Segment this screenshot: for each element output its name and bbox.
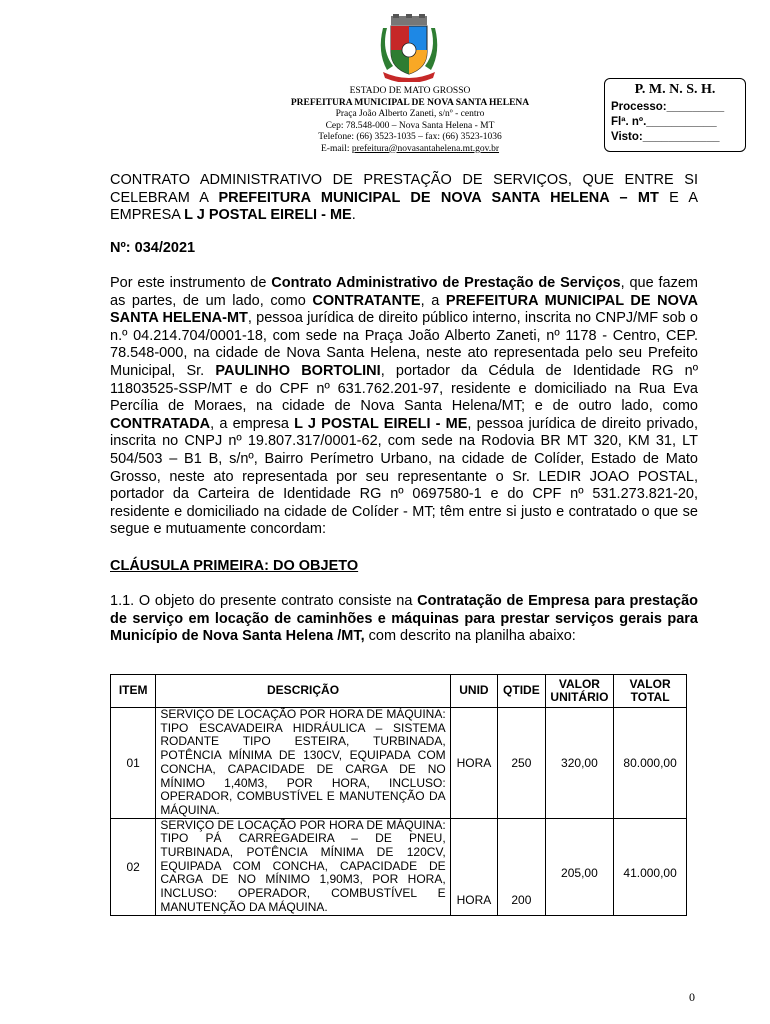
header-description: DESCRIÇÃO	[156, 675, 450, 708]
municipal-coat-of-arms-icon	[377, 14, 441, 82]
header-total-value-2: TOTAL	[630, 690, 670, 704]
header-unit: UNID	[450, 675, 497, 708]
intro-text-2: , que fazem as partes, de um lado, como	[110, 275, 698, 309]
row-quantity: 250	[498, 708, 545, 819]
table-row	[111, 818, 687, 915]
title-company: L J POSTAL EIRELI - ME	[184, 207, 352, 224]
row-total-value: 80.000,00	[614, 708, 687, 819]
stamp-title: P. M. N. S. H.	[634, 82, 716, 97]
row-item: 02	[111, 818, 156, 915]
email-link[interactable]: prefeitura@novasantahelena.mt.gov.br	[351, 143, 500, 154]
prefecture-letterhead	[260, 86, 560, 155]
prefecture-name: PREFEITURA MUNICIPAL DE NOVA SANTA HELENA	[290, 97, 530, 108]
prefecture-address: Praça João Alberto Zaneti, s/nº - centro	[335, 109, 485, 119]
intro-bold-1: Contrato Administrativo de Prestação de Serviços	[271, 275, 621, 291]
intro-text-3: , a	[420, 292, 446, 309]
clause-1-text-2: com descrito na planilha abaixo:	[364, 628, 576, 645]
intro-text-6: , a empresa	[210, 415, 295, 432]
stamp-processo: Processo:_________	[611, 101, 725, 113]
row-unit-value: 320,00	[545, 708, 614, 819]
prefecture-cep: Cep: 78.548-000 – Nova Santa Helena - MT	[325, 120, 495, 131]
row-unit: HORA	[450, 818, 497, 915]
header-quantity: QTIDE	[498, 675, 545, 708]
email-label: E-mail:	[320, 143, 352, 154]
contract-number: Nº: 034/2021	[110, 240, 196, 256]
table-header-row	[111, 675, 687, 708]
title-text: CONTRATO ADMINISTRATIVO DE PRESTAÇÃO DE SERVIÇOS, QUE ENTRE SI CELEBRAM A	[110, 172, 698, 206]
prefecture-phone: Telefone: (66) 3523-1035 – fax: (66) 3523-1036	[318, 132, 502, 142]
intro-bold-4: PAULINHO BORTOLINI	[215, 362, 381, 379]
row-total-value: 41.000,00	[614, 818, 687, 915]
table-row	[111, 708, 687, 819]
contract-title	[110, 172, 698, 225]
intro-bold-6: L J POSTAL EIRELI - ME	[294, 415, 468, 432]
items-table	[110, 674, 687, 916]
title-contractant: PREFEITURA MUNICIPAL DE NOVA SANTA HELENA – MT	[218, 189, 659, 206]
row-item: 01	[111, 708, 156, 819]
intro-text-1: Por este instrumento de	[110, 275, 272, 291]
clause-1-text	[110, 593, 698, 646]
intro-bold-3: PREFEITURA MUNICIPAL DE NOVA SANTA HELENA-MT	[110, 292, 698, 327]
state-name: ESTADO DE MATO GROSSO	[349, 86, 471, 96]
intro-bold-5: CONTRATADA	[110, 415, 211, 432]
row-unit: HORA	[450, 708, 497, 819]
row-description: SERVIÇO DE LOCAÇÃO POR HORA DE MÁQUINA: TIPO ESCAVADEIRA HIDRÁULICA – SISTEMA RODANTE TIPO ESTEIRA, TURBINADA, POTÊNCIA MÍNIMA DE 130CV, EQUIPADA COM CONCHA, CAPACIDADE DE CARGA DE NO MÍNIMO 1,40M3, POR HORA, INCLUSO: OPERADOR, COMBUSTÍVEL E MANUTENÇÃO DA MÁQUINA.	[156, 708, 450, 819]
header-item: ITEM	[111, 675, 156, 708]
header-unit-value	[545, 675, 614, 708]
intro-text-4: , pessoa jurídica de direito público interno, inscrita no CNPJ/MF sob o n.º 04.214.704/0001-18, com sede na Praça João Alberto Zaneti, nº 1178 - Centro, CEP. 78.548-000, na cidade de Nova Santa Helena, neste ato representada pelo seu Prefeito Municipal, Sr.	[110, 310, 698, 379]
intro-paragraph	[110, 275, 698, 539]
intro-bold-2: CONTRATANTE	[312, 292, 421, 309]
row-description: SERVIÇO DE LOCAÇÃO POR HORA DE MÁQUINA: TIPO PÁ CARREGADEIRA – DE PNEU, TURBINADA, POTÊNCIA MÍNIMA DE 120CV, EQUIPADA COM CONCHA, CAPACIDADE DE CARGA DE NO MÍNIMO 1,90M3, POR HORA, INCLUSO: OPERADOR, COMBUSTÍVEL E MANUTENÇÃO DA MÁQUINA.	[156, 818, 450, 915]
row-unit-value: 205,00	[545, 818, 614, 915]
header-total-value-1: VALOR	[629, 676, 671, 691]
title-text-2: E A EMPRESA	[110, 189, 698, 224]
intro-text-5: , portador da Cédula de Identidade RG nº 11803525-SSP/MT e do CPF nº 631.762.201-97, residente e domiciliado na Rua Eva Percília de Moraes, na cidade de Nova Santa Helena/MT; e de outro lado, como	[110, 362, 699, 415]
protocol-stamp-box	[604, 78, 746, 152]
title-end: .	[351, 207, 356, 224]
header-unit-value-2: UNITÁRIO	[550, 690, 609, 704]
page-number: 0	[689, 990, 695, 1004]
row-quantity: 200	[498, 818, 545, 915]
header-total-value	[614, 675, 687, 708]
clause-1-text-1: 1.1. O objeto do presente contrato consiste na	[110, 593, 418, 609]
stamp-visto: Visto:____________	[611, 131, 720, 143]
stamp-fls: Flª. nº.___________	[611, 116, 717, 128]
intro-text-7: , pessoa jurídica de direito privado, inscrita no CNPJ nº 19.807.317/0001-62, com sede na Rodovia BR MT 320, KM 31, LT 504/503 – B1 B, s/nº, Bairro Perímetro Urbano, na cidade de Colíder, Estado de Mato Grosso, neste ato representada por seu representante o Sr. LEDIR JOAO POSTAL, portador da Carteira de Identidade RG nº 0697580-1 e do CPF nº 531.273.821-20, residente e domiciliado na cidade de Colíder - MT; têm entre si justo e contratado o que se segue e mutuamente concordam:	[110, 415, 698, 538]
prefecture-email-line	[260, 144, 560, 156]
header-unit-value-1: VALOR	[558, 676, 600, 691]
clause-1-bold: Contratação de Empresa para prestação de serviço em locação de caminhões e máquinas para prestar serviços gerais para Município de Nova Santa Helena /MT,	[110, 593, 698, 645]
clause-1-title: CLÁUSULA PRIMEIRA: DO OBJETO	[110, 558, 359, 574]
